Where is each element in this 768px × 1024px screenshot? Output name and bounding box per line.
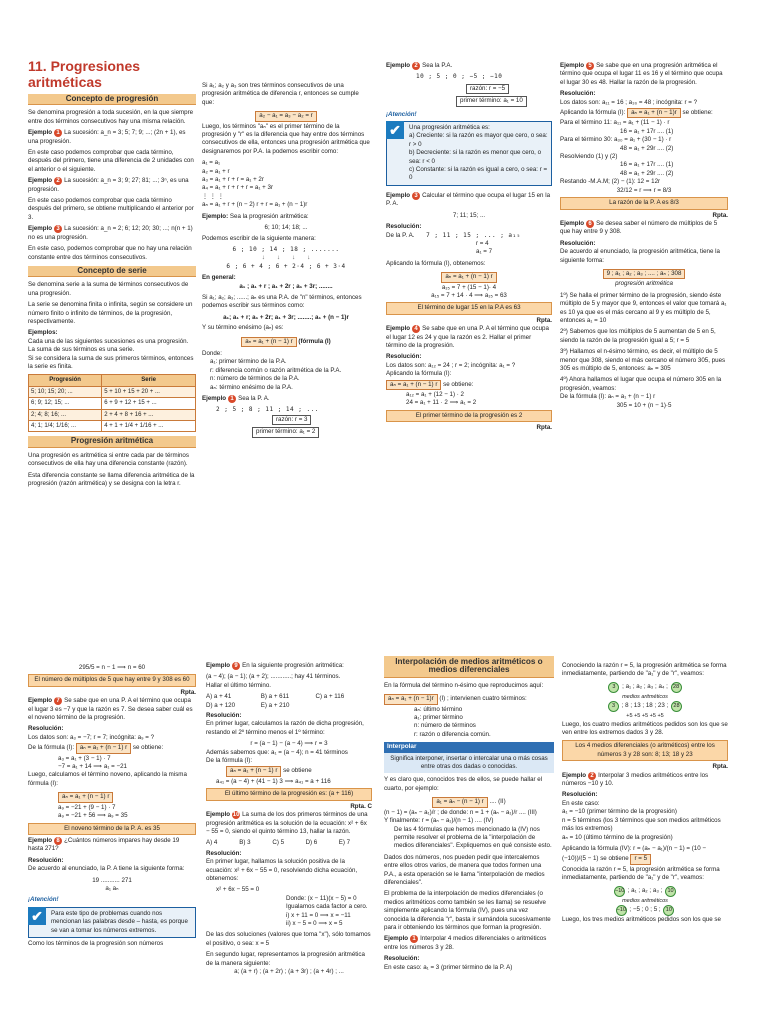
- formula-step: (n − 1) = (aₙ − a₁)/r ; de donde: n = 1 + (aₙ − a₁)/r .... (III): [384, 808, 537, 816]
- definition: n: número de términos: [414, 722, 476, 730]
- text: se obtiene: [283, 767, 312, 775]
- table-cell: 6; 9; 12; 15; ...: [29, 398, 102, 409]
- definition: n: número de términos de la P.A.: [210, 375, 300, 383]
- sequence-caption: progresión aritmética: [615, 280, 673, 288]
- mean-term: a₂: [641, 886, 648, 894]
- first-term-value: a₁ = 7: [476, 248, 493, 256]
- example-label: Ejemplo: [28, 697, 53, 705]
- equation-step: ii) x − 5 = 0 ⟹ x = 5: [286, 919, 343, 927]
- mean-term: a₄: [658, 682, 665, 690]
- example-number-badge: 1: [54, 129, 62, 137]
- text: se obtiene:: [443, 380, 474, 388]
- extreme-term: 10: [663, 905, 674, 916]
- example-text: Se sabe que en una progresión aritmética el término que ocupa el lugar 11 es 16 y el término que ocupa el lugar 30 es 48. Hallar la razón de la progresión.: [560, 62, 723, 86]
- formula-box: aₙ = a₁ + (n − 1)r: [627, 108, 681, 118]
- paragraph: Como los términos de la progresión son números: [28, 939, 164, 947]
- formula-box: a₂ − a₁ = a₃ − a₂ = r: [255, 111, 316, 121]
- resolution-label: Resolución:: [386, 353, 422, 361]
- conclusion-box: La razón de la P. A es 8/3: [560, 197, 728, 209]
- definition-list: [414, 706, 554, 740]
- mean-term: a₂: [636, 682, 643, 690]
- paragraph: En la fórmula del término n-ésimo que reproducimos aquí:: [384, 681, 544, 689]
- option: E) 7: [338, 839, 351, 847]
- formula-label: (fórmula (I): [298, 337, 331, 345]
- formula-label: .... (II): [489, 798, 506, 806]
- example-label: Ejemplo: [206, 811, 231, 819]
- term-line: aₙ = a₁ + r + (n − 2) r + r = a₁ + (n − 1)r: [202, 201, 308, 209]
- formula-box: aₙ = a₁ + (n − 1) r: [241, 337, 296, 347]
- definition: r: diferencia común o razón aritmética de la P.A.: [210, 366, 342, 374]
- step: 3º) Hallamos el n-ésimo término, es decir, el múltiplo de 5 menor que 308, siendo el más cercano el número 305, pues 305 es múltiplo de 5, entonces: aₙ = 305: [560, 348, 726, 372]
- attention-item: a) Creciente: si la razón es mayor que cero, o sea: r > 0: [409, 132, 548, 148]
- paragraph: En primer lugar, calculamos la razón de dicha progresión, restando el 2º término menos el 1º término:: [206, 720, 364, 736]
- mean-term: a₁: [631, 886, 637, 894]
- answer-label: Rpta.: [536, 316, 552, 324]
- definition-list: [210, 358, 370, 392]
- answer-label: Rpta.: [180, 688, 196, 696]
- text: Resolviendo (1) y (2): [560, 153, 618, 161]
- mean-term: a₃: [652, 886, 659, 894]
- example-label: Ejemplo:: [202, 212, 229, 220]
- example-text: La sucesión: a_n = 2; 6; 12; 20; 30; ...; n(n + 1) no es una progresión.: [28, 225, 193, 241]
- definition: aₙ: término enésimo de la P.A.: [210, 383, 293, 391]
- primer-termino-label: primer término: a₁ = 10: [456, 96, 527, 106]
- sequence: 9 ; a₁ ; a₂ ; a₃ ; .... ; aₙ ; 308: [603, 269, 686, 279]
- example-text: Sea la P.A.: [422, 62, 453, 69]
- conclusion-box: El primer término de la progresión es 2: [386, 410, 552, 422]
- mean-value: 23: [657, 702, 665, 710]
- paragraph: Si a₁; a₂ y a₃ son tres términos consecutivos de una progresión aritmética de diferencia r, entonces se cumple que:: [202, 82, 359, 106]
- data-line: aₙ = 10 (último término de la progresión): [562, 833, 673, 841]
- example-number-badge: 7: [54, 697, 62, 705]
- formula-step: Y finalmente: r = (aₙ − a₁)/(n − 1) .... (IV): [384, 817, 494, 825]
- data-line: a₁ = −10 (primer término de la progresión): [562, 808, 677, 816]
- formula-step: a₁₅ = 7 + (15 − 1)· 4: [441, 283, 497, 291]
- extreme-term: 3: [608, 682, 619, 693]
- attention-title: ¡Atención!: [28, 896, 59, 904]
- example-label: Ejemplo: [560, 219, 585, 227]
- table-cell: 4 + 1 + 1/4 + 1/16 + ...: [102, 421, 196, 432]
- table-cell: 5; 10; 15; 20; ...: [29, 386, 102, 397]
- example-text: Se sabe que en una P. A el término que ocupa el lugar 12 es 24 y que la razón es 2. Hallar el primer término de la progresión.: [386, 325, 549, 349]
- paragraph: Podemos escribir de la siguiente manera:: [202, 234, 316, 242]
- conclusion-box: El último término de la progresión es: (a + 116): [206, 788, 372, 800]
- paragraph: El problema de la interpolación de medios diferenciales (o medios aritméticos como también se les llama) se resuelve simplemente aplicando la fórmula (IV), pues una vez conocida la diferencia "r", basta ir sumándola sucesivamente para ir obteniendo los términos que forman la progresión.: [384, 890, 551, 931]
- increments: +5 +5 +5 +5 +5: [626, 713, 664, 720]
- text: De la fórmula (I):: [28, 744, 75, 752]
- definition: a₁: primer término: [414, 714, 463, 722]
- example-text: La sucesión: a_n = 3; 5; 7; 9; ...; (2n + 1), es una progresión.: [28, 129, 186, 145]
- example-label: Ejemplo: [28, 177, 53, 185]
- term-list: [202, 159, 370, 209]
- example-label: Ejemplo: [28, 129, 53, 137]
- arrows: ↓ ↓ ↓ ↓: [261, 254, 311, 262]
- answer-options: [206, 693, 372, 710]
- formula-box: aₙ = a₁ + (n − 1)r: [384, 694, 438, 704]
- data-line: Los datos son: a₁₁ = 16 ; a₃₀ = 48 ; incógnita: r = ?: [560, 98, 698, 106]
- column-1: [28, 664, 196, 951]
- example-number-badge: 3: [54, 225, 62, 233]
- resolution-label: Resolución:: [206, 712, 242, 720]
- question: Hallar el último término.: [206, 681, 271, 689]
- formula-step: De la fórmula (I): aₙ = a₁ + (n − 1) r: [560, 393, 656, 401]
- data-line: Los datos son: a₁₂ = 24 ; r = 2; incógnita: a₁ = ?: [386, 361, 516, 369]
- column-4: [562, 662, 728, 927]
- paragraph: Además sabemos que: a₁ = (a − 4); n = 41 términos: [206, 748, 348, 756]
- paragraph: Aplicando la fórmula (I), obtenemos:: [386, 259, 486, 267]
- term-line: a₁ = a₁: [202, 159, 221, 167]
- paragraph: Si se considera la suma de sus primeros términos, entonces la serie es finita.: [28, 354, 194, 370]
- formula-step: a₃ = a₁ + (3 − 1) · 7: [58, 754, 111, 762]
- table-cell: 6 + 9 + 12 + 15 + ...: [102, 398, 196, 409]
- formula-box: aₙ = a₁ + (n − 1) r: [226, 766, 281, 776]
- answer-label: Rpta.: [712, 763, 728, 771]
- text: se obtiene: [600, 855, 629, 863]
- example-label: Ejemplo: [562, 771, 587, 779]
- ejemplos-label: Ejemplos:: [28, 329, 58, 337]
- resolution-label: Resolución:: [28, 725, 64, 733]
- answer-label: Rpta. C: [350, 802, 372, 810]
- extreme-term: 10: [665, 886, 676, 897]
- interpolar-definition: Significa interponer, insertar o intercalar una o más cosas entre otras dos dadas o conocidas.: [384, 753, 554, 774]
- sequence-labels: a₁ aₙ: [105, 884, 119, 892]
- example-number-badge: 1: [410, 935, 418, 943]
- sequence: 2 ; 5 ; 8 ; 11 ; 14 ; ...: [216, 406, 319, 414]
- text: se obtiene:: [132, 744, 164, 752]
- text: De la fórmula (I):: [206, 757, 253, 765]
- attention-item: b) Decreciente: si la razón es menor que cero, o sea: r < 0: [409, 149, 542, 165]
- formula-step: 16 = a₁ + 17r .... (1): [620, 161, 674, 169]
- mean-value: 18: [645, 702, 653, 710]
- razon-label: razón: r = 3: [272, 415, 311, 425]
- equation-step: Donde: (x − 11)(x − 5) = 0: [286, 894, 357, 902]
- sequence: 19 ........... 271: [92, 876, 132, 884]
- text: se obtiene:: [682, 109, 713, 117]
- example-text: La suma de los dos primeros términos de una progresión aritmética es la solución de la ecuación: x² + 6x − 55 = 0, siendo el quinto término 13, hallar la razón.: [206, 811, 368, 835]
- example-text: Interpolar 3 medios aritméticos entre los números −10 y 10.: [562, 771, 709, 788]
- example-number-badge: 5: [586, 62, 594, 70]
- text: Aplicando la fórmula (I):: [560, 109, 626, 117]
- option: C) a + 116: [315, 693, 345, 701]
- formula-step: 48 = a₁ + 29r .... (2): [620, 169, 674, 177]
- column-3: [386, 62, 552, 433]
- example-number-badge: 2: [412, 62, 420, 70]
- example-number-badge: 10: [232, 812, 240, 819]
- paragraph: En este caso, podemos comprobar que no hay una relación constante entre dos términos consecutivos.: [28, 245, 192, 261]
- resolution-label: Resolución:: [562, 791, 598, 799]
- example-text: Sea la P. A.: [238, 395, 270, 402]
- term-line: a₄ = a₁ + r + r + r = a₁ + 3r: [202, 184, 274, 192]
- example-label: Ejemplo: [28, 225, 53, 233]
- paragraph: Se denomina serie a la suma de términos consecutivos de una progresión.: [28, 281, 189, 297]
- sequence-row: 6 ; 10 ; 14 ; 18 ; .......: [232, 245, 340, 253]
- razon-value: r = 4: [476, 239, 489, 247]
- paragraph: De las 4 fórmulas que hemos mencionado la (IV) nos permite resolver el problema de la "interpolación de medios diferenciales". Expliquemos en qué consiste esto.: [394, 825, 552, 850]
- extreme-term: 28: [671, 682, 682, 693]
- formula-box: aₙ = a₁ + (n − 1) r: [58, 792, 113, 802]
- paragraph: Luego, los tres medios aritméticos pedidos son los que se: [562, 915, 721, 923]
- section-heading-concepto: Concepto de progresión: [28, 94, 196, 105]
- text: Aplicando la fórmula (I):: [386, 370, 452, 378]
- example-text: Calcular el término que ocupa el lugar 15 en la P. A.: [386, 191, 551, 208]
- option: E) a + 210: [260, 701, 290, 709]
- razon-label: razón: r = −5: [466, 84, 509, 94]
- example-number-badge: 4: [412, 325, 420, 333]
- term-line: a₃ = a₁ + r + r = a₁ + 2r: [202, 176, 264, 184]
- example-number-badge: 9: [232, 662, 240, 670]
- sequence: 10 ; 5 ; 0 ; −5 ; −10: [416, 73, 503, 81]
- paragraph: Luego, los cuatro medios aritméticos pedidos son los que se ven entre los extremos dados 3 y 28.: [562, 720, 728, 737]
- progression-series-table: [28, 374, 196, 432]
- paragraph: En este caso podemos comprobar que cada término, después del primero, tiene una diferencia de 2 unidades con el anterior o el siguiente.: [28, 149, 194, 173]
- example-text: En la siguiente progresión aritmética:: [242, 662, 344, 669]
- column-4: [560, 62, 728, 410]
- example-number-badge: 8: [54, 837, 62, 845]
- formula-step: −7 = a₁ + 14 ⟹ a₁ = −21: [58, 763, 127, 771]
- sequence-row: 6 ; 6 + 4 ; 6 + 2·4 ; 6 + 3·4: [226, 262, 346, 270]
- interpolation-diagram: 3 ; a₁ ; a₂ ; a₃ ; a₄ ; 28 medios aritméticos 3 ; 8 ; 13 ; 18 ; 23 ; 28 +5 +5 +5 +5 +5: [562, 682, 728, 721]
- answer-options: [206, 839, 372, 847]
- resolution-label: Resolución:: [206, 849, 242, 857]
- example-label: Ejemplo: [206, 662, 231, 669]
- attention-item: c) Constante: si la razón es igual a cero, o sea: r = 0: [409, 166, 548, 182]
- formula-step: a₉ = −21 + (9 − 1) · 7: [58, 803, 116, 811]
- paragraph: La suma de sus términos es una serie.: [28, 346, 135, 354]
- attention-title: ¡Atención!: [386, 110, 417, 118]
- attention-text: Una progresión aritmética es:: [409, 124, 490, 132]
- paragraph: En este caso: a₁ = 3 (primer término de la P. A): [384, 963, 513, 971]
- example-number-badge: 6: [586, 220, 594, 228]
- formula-box: a₁ = aₙ − (n − 1) r: [432, 797, 487, 807]
- sequence-row: a₁ ; a₁ + r ; a₁ + 2r ; a₁ + 3r; ........: [239, 282, 333, 290]
- step: 2º) Sabemos que los múltiplos de 5 aumentan de 5 en 5, siendo la razón de la progresión igual a 5; r = 5: [560, 328, 716, 344]
- table-cell: 4; 1; 1/4; 1/16; ...: [29, 421, 102, 432]
- sequence: a; (a + r) ; (a + 2r) ; (a + 3r) ; (a + 4r) ; ...: [234, 968, 344, 975]
- example-text: Sea la progresión aritmética:: [229, 212, 309, 220]
- table-header: Progresión: [29, 375, 102, 386]
- option: D) 6: [305, 839, 318, 847]
- equation: x² + 6x − 55 = 0: [216, 886, 260, 894]
- formula-box: r = 5: [630, 854, 651, 864]
- mean-value: 0: [645, 905, 649, 913]
- formula-step: 305 = 10 + (n − 1)·5: [616, 401, 672, 409]
- formula-step: Aplicando la fórmula (IV): r = (aₙ − a₁)/(n − 1) = (10 − (−10))/(5 − 1): [562, 844, 707, 863]
- formula-step: 24 = a₁ + 11 · 2 ⟹ a₁ = 2: [406, 399, 477, 407]
- sequence: 6; 10; 14; 18; ...: [264, 224, 308, 232]
- option: A) a + 41: [206, 693, 232, 701]
- table-row: [29, 421, 196, 432]
- mean-value: 5: [653, 905, 658, 913]
- conclusion-box: Los 4 medios diferenciales (o aritméticos) entre los números 3 y 28 son: 8; 13; 18 y 23: [562, 740, 728, 761]
- paragraph: Luego, los términos "aₙ" es el primer término de la progresión y "r" es la diferencia que hay entre dos términos consecutivos de ella, entonces una progresión aritmética que designaremos por P.A. la podemos escribir como:: [202, 122, 370, 155]
- paragraph: Y es claro que, conocidos tres de ellos, se puede hallar el cuarto, por ejemplo:: [384, 776, 543, 792]
- interpolation-diagram: −10 ; a₁ ; a₂ ; a₃ ; 10 medios aritméticos −10 ; −5 ; 0 ; 5 ; 10: [562, 886, 728, 916]
- chapter-title: 11. Progresiones aritméticas: [28, 58, 141, 90]
- attention-box: [28, 907, 196, 938]
- bullet: En primer lugar, hallamos la solución positiva de la ecuación: x² + 6x − 55 = 0, resolviendo dicha ecuación, obtenemos:: [206, 858, 358, 882]
- example-label: Ejemplo: [386, 191, 411, 199]
- equation-step: Igualamos cada factor a cero.: [286, 903, 368, 911]
- diagram-caption: medios aritméticos: [622, 693, 668, 700]
- example-label: Ejemplo: [560, 62, 585, 69]
- paragraph: Dados dos números, nos pueden pedir que intercalemos entre ellos otros varios, de manera que todos formen una P.A., a esta operación se le llama "interpolación de medios diferenciales".: [384, 853, 545, 886]
- table-cell: 2 + 4 + 8 + 16 + ...: [102, 409, 196, 420]
- paragraph: De las dos soluciones (valores que toma "x"), sólo tomamos el positivo, o sea: x = 5: [206, 931, 371, 947]
- primer-termino-label: primer término: a₁ = 2: [252, 427, 319, 437]
- paragraph: De acuerdo al enunciado, la P. A tiene la siguiente forma:: [28, 865, 185, 873]
- checkmark-icon: ✔: [386, 121, 404, 139]
- paragraph: En este caso podemos comprobar que cada término después del primero, se obtiene multiplicando el anterior por 3.: [28, 197, 194, 221]
- column-1: [28, 58, 196, 491]
- column-2: [202, 82, 370, 438]
- example-text: Se desea saber el número de múltiplos de 5 que hay entre 9 y 308.: [560, 219, 718, 236]
- sequence-row: a₁; a₁ + r; a₁ + 2r; a₁ + 3r; ........; a₁ + (n − 1)r: [223, 313, 349, 321]
- example-label: Ejemplo: [386, 325, 411, 333]
- example-number-badge: 1: [228, 395, 236, 403]
- sequence: (a − 4); (a − 1); (a + 2); ............; hay 41 términos.: [206, 673, 341, 681]
- formula-box: aₙ = a₁ + (n − 1) r: [441, 272, 496, 282]
- text: (I) ; intervienen cuatro términos:: [439, 695, 527, 703]
- donde-label: Donde:: [202, 349, 222, 357]
- text: En este caso:: [562, 799, 600, 807]
- formula-step: Para el término 11: a₁₁ = a₁ + (11 − 1) · r: [560, 119, 670, 127]
- paragraph: Una progresión es aritmética si entre cada par de términos consecutivos de ella hay una diferencia constante (razón).: [28, 451, 189, 468]
- mean-term: a₁: [625, 682, 632, 690]
- paragraph: Se denomina progresión a toda sucesión, en la que siempre entre dos términos consecutivos hay una misma relación.: [28, 109, 194, 125]
- extreme-term: 3: [608, 701, 619, 712]
- option: B) a + 611: [260, 693, 290, 701]
- paragraph: Cada una de las siguientes sucesiones es una progresión.: [28, 337, 189, 345]
- interpolar-title: Interpolar: [384, 742, 554, 752]
- attention-box: [386, 121, 552, 186]
- resolution-label: Resolución:: [386, 223, 422, 231]
- section-heading-progresion-aritmetica: Progresión aritmética: [28, 436, 196, 447]
- paragraph: De acuerdo al enunciado, la progresión aritmética, tiene la siguiente forma:: [560, 248, 720, 264]
- bullet: En segundo lugar, representamos la progresión aritmética de la manera siguiente:: [206, 951, 365, 967]
- example-number-badge: 2: [54, 177, 62, 185]
- extreme-term: −10: [614, 886, 625, 897]
- mean-term: a₃: [647, 682, 654, 690]
- section-heading-serie: Concepto de serie: [28, 266, 196, 277]
- sequence: 7 ; 11 ; 15 ; ... ; a₁₅: [426, 231, 521, 239]
- conclusion-box: El término de lugar 15 en la P.A es 63: [386, 302, 552, 314]
- table-cell: 5 + 10 + 15 + 20 + ...: [102, 386, 196, 397]
- paragraph: Y su término enésimo (aₙ) es:: [202, 324, 284, 332]
- definition: a₁: primer término de la P.A.: [210, 358, 287, 366]
- example-label: Ejemplo: [202, 395, 227, 402]
- step: 4º) Ahora hallamos el lugar que ocupa el número 305 en la progresión, veamos:: [560, 376, 722, 392]
- formula-step: Restando -M.A.M; (2) − (1): 12 = 12r: [560, 178, 661, 186]
- resolution-label: Resolución:: [384, 955, 420, 963]
- table-row: [29, 398, 196, 409]
- section-heading-interpolacion: Interpolación de medios aritméticos o medios diferenciales: [384, 656, 554, 678]
- formula-step: a₄₁ = (a − 4) + (41 − 1) 3 ⟹ a₄₁ = a + 116: [216, 777, 331, 785]
- conclusion-box: El noveno término de la P. A. es 35: [28, 823, 196, 835]
- diagram-caption: medios aritméticos: [622, 897, 668, 904]
- formula-box: aₙ = a₁ + (n − 1) r: [386, 380, 441, 390]
- paragraph: Conociendo la razón r = 5, la progresión aritmética se forma inmediatamente, partiendo de "a₁" y de "r", veamos:: [562, 662, 727, 678]
- formula-step: 295/5 = n − 1 ⟹ n = 60: [78, 664, 146, 671]
- general-label: En general:: [202, 274, 236, 282]
- example-text: ¿Cuántos números impares hay desde 19 hasta 271?: [28, 836, 180, 853]
- formula-step: a₉ = −21 + 56 ⟹ a₉ = 35: [58, 812, 128, 820]
- resolution-label: Resolución:: [560, 239, 596, 247]
- data-line: n = 5 términos (los 3 términos que son medios aritméticos más los extremos): [562, 816, 721, 833]
- table-row: [29, 409, 196, 420]
- answer-label: Rpta.: [536, 424, 552, 432]
- option: A) 4: [206, 839, 218, 847]
- example-text: Se sabe que en una P. A el término que ocupa el lugar 3 es −7 y que la razón es 7. Se desea saber cuál es el noveno término de la progresión.: [28, 697, 193, 722]
- table-row: [29, 386, 196, 397]
- formula-step: 32/12 = r ⟹ r = 8/3: [616, 186, 672, 194]
- spread-bottom: [0, 512, 768, 1024]
- mean-value: 13: [633, 702, 641, 710]
- sequence: 7; 11; 15; ...: [452, 211, 486, 219]
- formula-step: 16 = a₁ + 17r .... (1): [620, 127, 674, 135]
- paragraph: Conocida la razón r = 5, la progresión aritmética se forma inmediatamente, partiendo de "a₁" y de "r", veamos:: [562, 865, 720, 882]
- text: De la P. A.: [386, 231, 415, 239]
- data-line: Los datos son: a₃ = −7; r = 7; incógnita: a₉ = ?: [28, 733, 155, 741]
- formula-step: a₁₂ = a₁ + (12 − 1) · 2: [406, 391, 464, 398]
- attention-text: Para este tipo de problemas cuando nos mencionan las palabras desde – hasta, es porque se van a tomar los números extremos.: [51, 909, 188, 934]
- resolution-label: Resolución:: [28, 856, 64, 864]
- example-label: Ejemplo: [386, 62, 411, 69]
- definition: aₙ: último término: [414, 705, 463, 713]
- table-header: Serie: [102, 375, 196, 386]
- definition: r: razón o diferencia común.: [414, 730, 491, 738]
- column-3: [384, 656, 554, 972]
- column-2: [206, 662, 372, 976]
- option: B) 3: [239, 839, 251, 847]
- example-label: Ejemplo: [384, 935, 409, 943]
- paragraph: La serie se denomina finita o infinita, según se considere un número finito o infinito de términos, de la progresión, respectivamente.: [28, 301, 193, 325]
- formula-step: a₁₅ = 7 + 14 · 4 ⟹ a₁₅ = 63: [431, 291, 507, 299]
- formula-box: aₙ = a₁ + (n − 1) r: [76, 743, 131, 753]
- mean-value: 8: [625, 702, 629, 710]
- paragraph: Esta diferencia constante se llama diferencia aritmética de la progresión (razón aritmética) y se designa con la letra r.: [28, 471, 195, 488]
- equation-step: i) x + 11 = 0 ⟹ x = −11: [286, 911, 351, 919]
- table-cell: 2; 4; 8; 16; ...: [29, 409, 102, 420]
- step: 1º) Se halla el primer término de la progresión, siendo éste múltiplo de 5 y mayor que 9, entonces el valor que tomará a₁ es 10 ya que es el más cercano al 9 y es múltiplo de 5, entonces a₁ = 10: [560, 291, 727, 324]
- example-number-badge: 3: [412, 192, 420, 200]
- resolution-label: Resolución:: [560, 90, 596, 98]
- example-text: Interpolar 4 medios diferenciales o aritméticos entre los números 3 y 28.: [384, 935, 547, 951]
- example-text: La sucesión: a_n = 3; 9; 27; 81; ...; 3ⁿ, es una progresión.: [28, 177, 189, 193]
- term-line: ⋮ ⋮ ⋮: [202, 192, 225, 200]
- option: D) a + 120: [206, 701, 236, 709]
- answer-label: Rpta.: [712, 211, 728, 219]
- example-number-badge: 2: [588, 772, 596, 780]
- mean-value: −5: [632, 905, 640, 913]
- formula-step: 48 = a₁ + 29r .... (2): [620, 144, 674, 152]
- checkmark-icon: ✔: [28, 907, 46, 925]
- paragraph: Si a₁; a₂; a₃; ......; aₙ es una P.A. de "n" términos, entonces podemos escribir sus términos como:: [202, 293, 362, 310]
- formula-step: r = (a − 1) − (a − 4) ⟹ r = 3: [250, 740, 328, 748]
- example-label: Ejemplo: [28, 836, 53, 844]
- conclusion-box: El número de múltiplos de 5 que hay entre 9 y 308 es 60: [28, 674, 196, 686]
- paragraph: Luego, calculamos el término noveno, aplicando la misma fórmula (I):: [28, 771, 187, 787]
- option: C) 5: [272, 839, 285, 847]
- term-line: a₂ = a₁ + r: [202, 167, 230, 175]
- extreme-term: 28: [671, 701, 682, 712]
- formula-step: Para el término 30: a₃₀ = a₁ + (30 − 1) · r: [560, 136, 672, 144]
- extreme-term: −10: [616, 905, 627, 916]
